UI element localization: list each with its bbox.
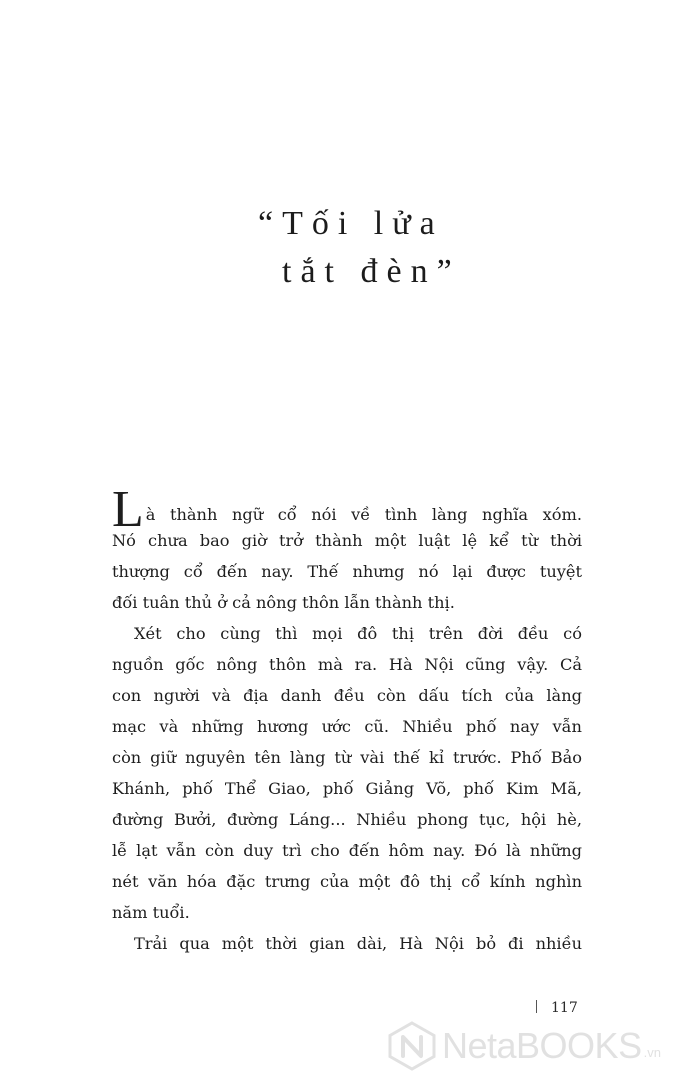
paragraph-2-line: nét văn hóa đặc trưng của một đô thị cổ kính nghìn <box>112 872 582 891</box>
paragraph-2-line: năm tuổi. <box>112 903 190 922</box>
paragraph-2-line: Xét cho cùng thì mọi đô thị trên đời đều có <box>134 624 582 643</box>
watermark-brand: NetaBOOKS <box>442 1025 642 1066</box>
paragraph-2-line: còn giữ nguyên tên làng từ vài thế kỉ trước. Phố Bảo <box>112 748 582 767</box>
chapter-title-line-1: “Tối lửa <box>258 205 444 242</box>
paragraph-1-line: Nó chưa bao giờ trở thành một luật lệ kể từ thời <box>112 531 582 550</box>
paragraph-2-line: mạc và những hương ước cũ. Nhiều phố nay vẫn <box>112 717 582 736</box>
paragraph-3-line: Trải qua một thời gian dài, Hà Nội bỏ đi nhiều <box>134 934 582 953</box>
page-number <box>536 1000 578 1016</box>
paragraph-2-line: con người và địa danh đều còn dấu tích của làng <box>112 686 582 705</box>
body-text <box>112 481 582 959</box>
paragraph-2-line: nguồn gốc nông thôn mà ra. Hà Nội cũng vậy. Cả <box>112 655 582 674</box>
paragraph-2-line: đường Bưởi, đường Láng... Nhiều phong tục, hội hè, <box>112 810 582 829</box>
chapter-title <box>0 200 700 296</box>
paragraph-2-line: lễ lạt vẫn còn duy trì cho đến hôm nay. Đó là những <box>112 841 582 860</box>
page-number-divider <box>536 1000 537 1013</box>
paragraph-1-line: đối tuân thủ ở cả nông thôn lẫn thành thị. <box>112 593 455 612</box>
page-number-value: 117 <box>551 1000 578 1016</box>
paragraph-1-first-line-text: à thành ngữ cổ nói về tình làng nghĩa xóm. <box>145 505 582 524</box>
paragraph-1-line: thượng cổ đến nay. Thế nhưng nó lại được tuyệt <box>112 562 582 581</box>
netabooks-logo-icon <box>386 1020 438 1072</box>
watermark <box>386 1020 661 1072</box>
chapter-title-line-2: tắt đèn” <box>282 253 461 290</box>
paragraph-1-line <box>112 481 582 538</box>
watermark-suffix: .vn <box>643 1045 661 1060</box>
paragraph-2-line: Khánh, phố Thể Giao, phố Giảng Võ, phố Kim Mã, <box>112 779 582 798</box>
drop-cap: L <box>112 481 144 538</box>
